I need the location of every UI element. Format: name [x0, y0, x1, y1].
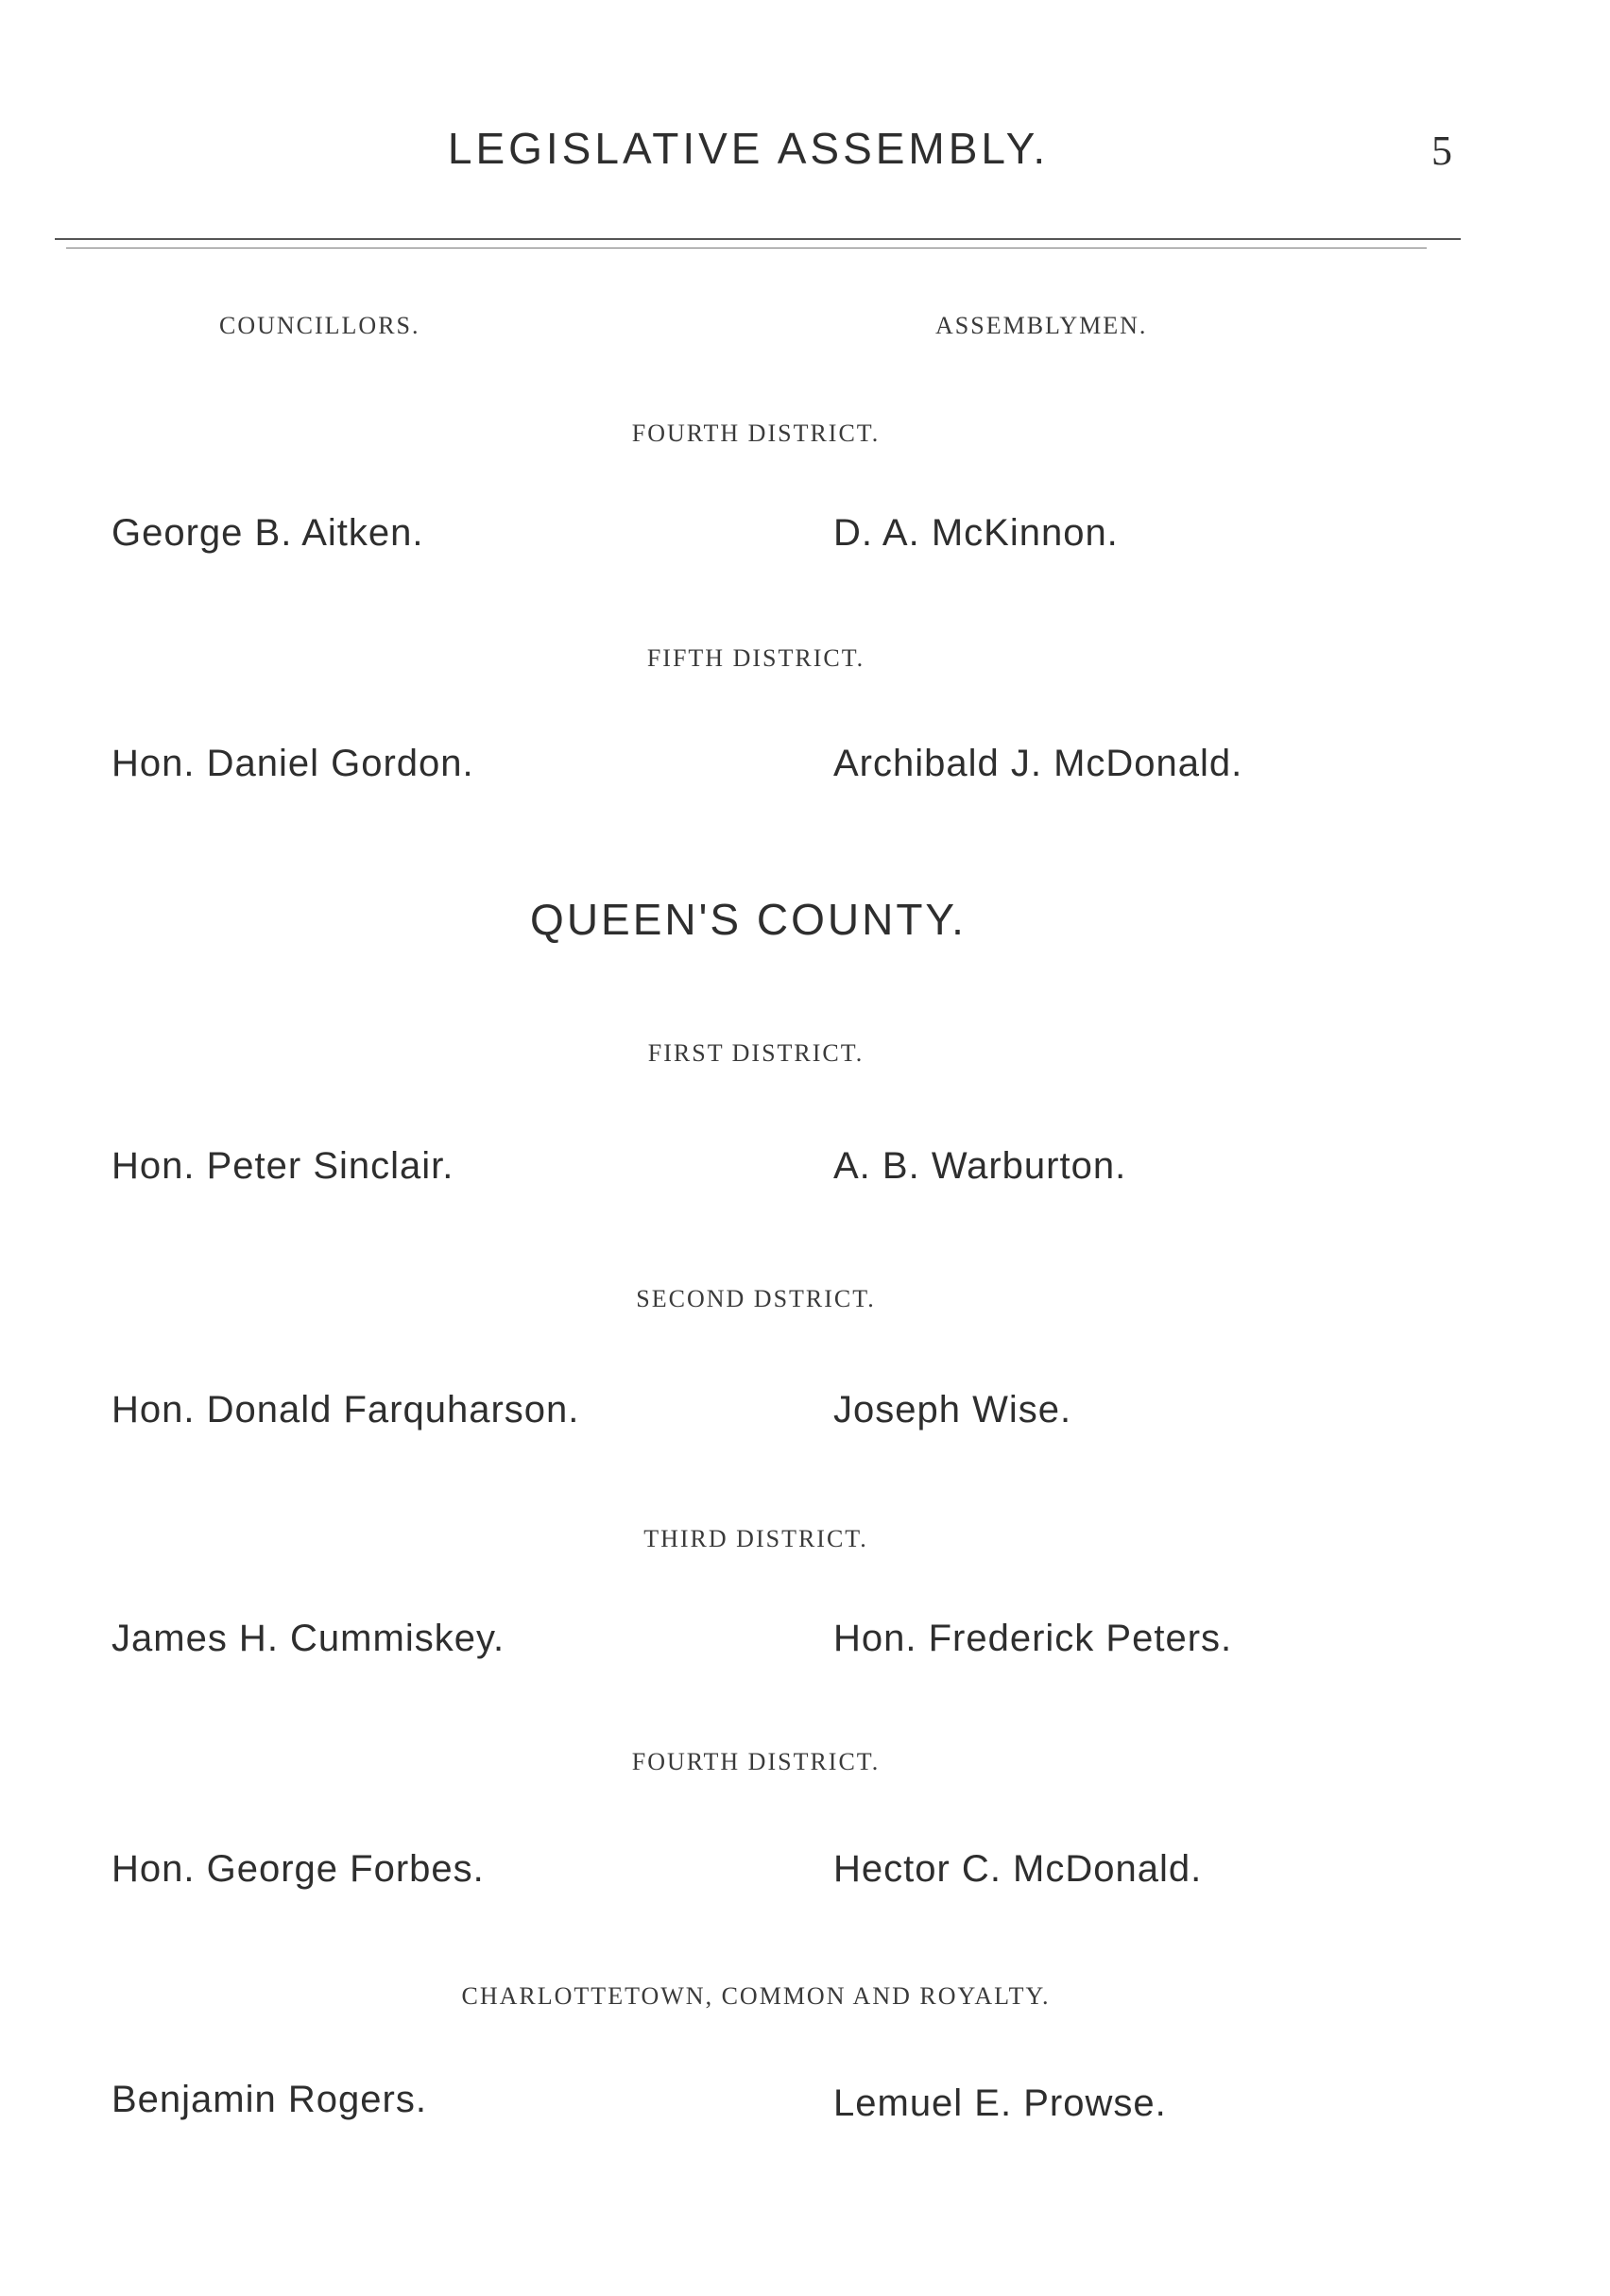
assemblyman-name: D. A. McKinnon. — [833, 512, 1119, 554]
councillor-name: Hon. Peter Sinclair. — [111, 1145, 454, 1187]
district-heading: FIFTH DISTRICT. — [646, 644, 865, 672]
district-heading: CHARLOTTETOWN, COMMON AND ROYALTY. — [461, 1982, 1051, 2010]
assemblyman-name: A. B. Warburton. — [833, 1145, 1127, 1187]
assemblyman-name: Lemuel E. Prowse. — [833, 2082, 1167, 2124]
assemblyman-name: Joseph Wise. — [833, 1389, 1072, 1431]
councillor-name: Hon. Donald Farquharson. — [111, 1389, 580, 1431]
assemblyman-name: Archibald J. McDonald. — [833, 743, 1243, 784]
district-heading: FIRST DISTRICT. — [647, 1039, 865, 1067]
county-heading: QUEEN'S COUNTY. — [530, 895, 967, 944]
assemblyman-name: Hon. Frederick Peters. — [833, 1618, 1233, 1659]
councillor-name: George B. Aitken. — [111, 512, 424, 554]
district-heading: THIRD DISTRICT. — [643, 1525, 868, 1552]
district-heading: FOURTH DISTRICT. — [631, 420, 881, 447]
assemblymen-heading: ASSEMBLYMEN. — [935, 312, 1148, 339]
assemblyman-name: Hector C. McDonald. — [833, 1848, 1203, 1890]
councillors-heading: COUNCILLORS. — [219, 312, 420, 339]
councillor-name: James H. Cummiskey. — [111, 1618, 505, 1659]
councillor-name: Hon. Daniel Gordon. — [111, 743, 474, 784]
councillor-name: Benjamin Rogers. — [111, 2079, 427, 2120]
header-rule — [55, 238, 1461, 240]
running-title: LEGISLATIVE ASSEMBLY. — [447, 124, 1050, 173]
district-heading: FOURTH DISTRICT. — [631, 1748, 881, 1775]
district-heading: SECOND DSTRICT. — [636, 1285, 876, 1312]
page-number: 5 — [1431, 128, 1452, 174]
councillor-name: Hon. George Forbes. — [111, 1848, 485, 1890]
